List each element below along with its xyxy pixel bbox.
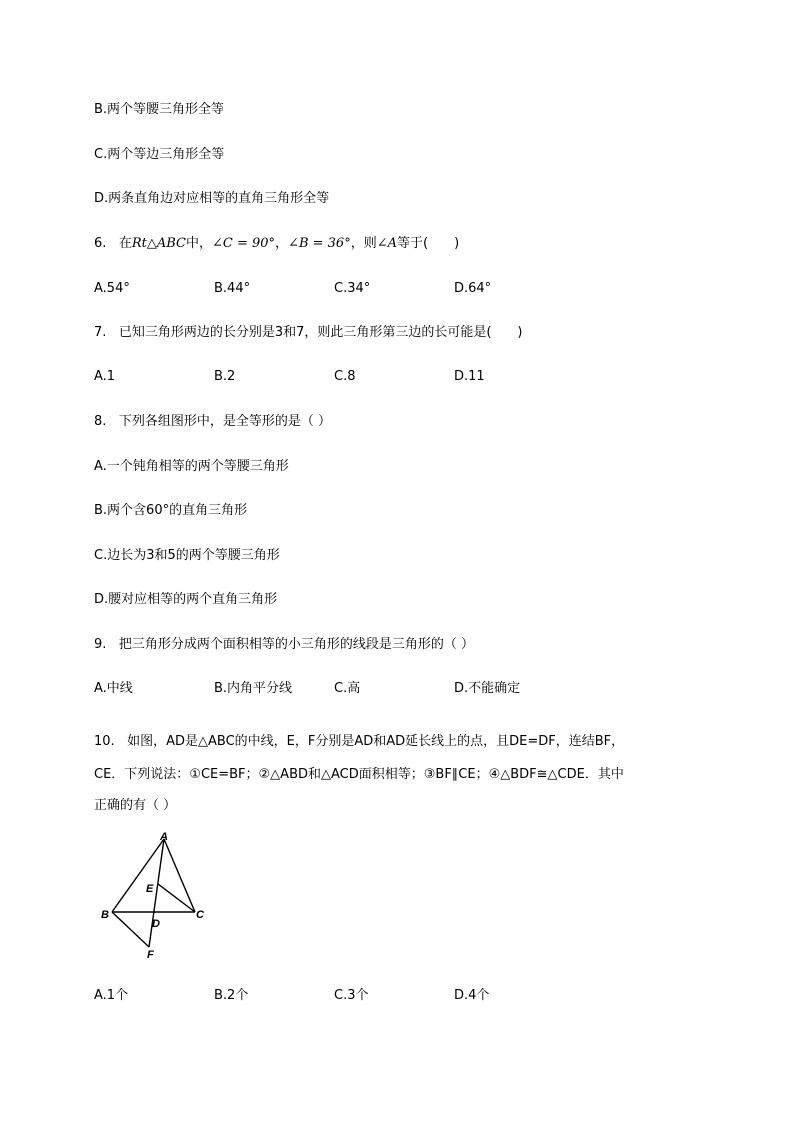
label-f: F bbox=[147, 949, 154, 960]
q9-option-d: D.不能确定 bbox=[454, 681, 521, 696]
q7-option-b: B.2 bbox=[214, 369, 236, 384]
q10-option-b: B.2个 bbox=[214, 988, 249, 1003]
q10-stem-line1 bbox=[94, 733, 624, 751]
q6-option-b: B.44° bbox=[214, 281, 251, 296]
q6-text-pre: 在 bbox=[118, 236, 132, 251]
q9-number: 9. bbox=[94, 637, 107, 652]
q8-number: 8. bbox=[94, 414, 107, 429]
q8-option-d: D.腰对应相等的两个直角三角形 bbox=[94, 592, 278, 607]
q7-stem bbox=[94, 324, 523, 342]
q5-option-b: B.两个等腰三角形全等 bbox=[94, 102, 225, 117]
q6-text-sep: ， bbox=[275, 236, 289, 251]
q10-option-d: D.4个 bbox=[454, 988, 490, 1003]
q9-text: 把三角形分成两个面积相等的小三角形的线段是三角形的（ ） bbox=[118, 637, 474, 652]
q6-math-triangle: Rt△ABC bbox=[131, 236, 186, 251]
q5-option-d: D.两条直角边对应相等的直角三角形全等 bbox=[94, 191, 330, 206]
q8-option-b: B.两个含60°的直角三角形 bbox=[94, 503, 248, 518]
q6-option-c: C.34° bbox=[334, 281, 371, 296]
q10-figure bbox=[96, 828, 212, 960]
q6-math-angle-c: ∠C = 90° bbox=[211, 236, 276, 251]
q7-option-a: A.1 bbox=[94, 369, 116, 384]
q8-stem bbox=[94, 413, 331, 431]
q6-stem bbox=[94, 235, 459, 253]
q6-math-angle-a: ∠A bbox=[376, 236, 397, 251]
label-a: A bbox=[160, 831, 168, 843]
q10-text-line3: 正确的有（ ） bbox=[94, 798, 177, 813]
q10-text-line1: 如图，AD是△ABC的中线，E，F分别是AD和AD延长线上的点，且DE=DF，连结BF， bbox=[127, 734, 625, 749]
q9-option-b: B.内角平分线 bbox=[214, 681, 293, 696]
q9-option-a: A.中线 bbox=[94, 681, 133, 696]
q6-text-mid1: 中， bbox=[185, 236, 212, 251]
q6-option-d: D.64° bbox=[454, 281, 492, 296]
label-c: C bbox=[196, 909, 204, 921]
q10-option-a: A.1个 bbox=[94, 988, 129, 1003]
q6-math-angle-b: ∠B = 36° bbox=[288, 236, 351, 251]
segment-bf bbox=[112, 912, 149, 947]
q6-number: 6. bbox=[94, 236, 107, 251]
label-b: B bbox=[101, 909, 109, 921]
q9-stem bbox=[94, 636, 474, 654]
q6-option-a: A.54° bbox=[94, 281, 130, 296]
q6-text-post: 等于( ) bbox=[397, 236, 460, 251]
q10-text-line2: CE．下列说法：①CE=BF；②△ABD和△ACD面积相等；③BF∥CE；④△BDF≅△CDE．其中 bbox=[94, 767, 624, 782]
q6-text-mid2: ，则 bbox=[350, 236, 377, 251]
q5-option-c: C.两个等边三角形全等 bbox=[94, 147, 225, 162]
segment-ab bbox=[112, 839, 164, 912]
q8-text: 下列各组图形中，是全等形的是（ ） bbox=[118, 414, 331, 429]
q7-option-c: C.8 bbox=[334, 369, 356, 384]
q10-number: 10. bbox=[94, 734, 115, 749]
q8-option-c: C.边长为3和5的两个等腰三角形 bbox=[94, 548, 280, 563]
q7-option-d: D.11 bbox=[454, 369, 485, 384]
q8-option-a: A.一个钝角相等的两个等腰三角形 bbox=[94, 459, 289, 474]
q9-option-c: C.高 bbox=[334, 681, 361, 696]
q7-number: 7. bbox=[94, 325, 107, 340]
label-e: E bbox=[146, 883, 154, 895]
label-d: D bbox=[152, 918, 160, 930]
q7-text: 已知三角形两边的长分别是3和7，则此三角形第三边的长可能是( ) bbox=[118, 325, 523, 340]
q10-option-c: C.3个 bbox=[334, 988, 369, 1003]
